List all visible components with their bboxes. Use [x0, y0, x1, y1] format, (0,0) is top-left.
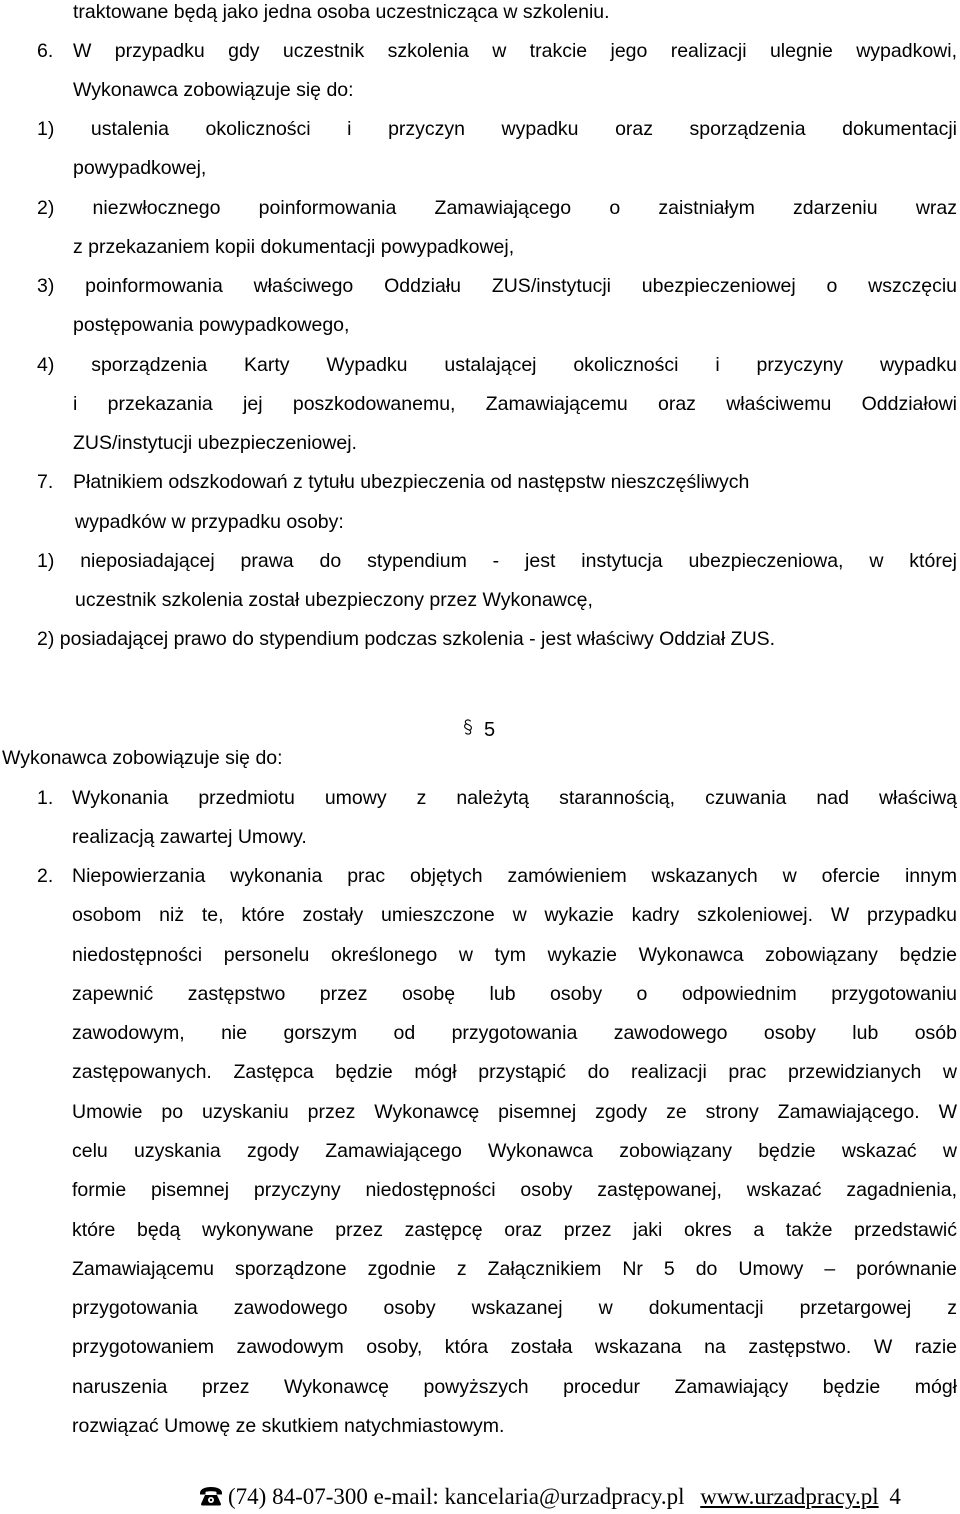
text-line: formie pisemnej przyczyny niedostępności osoby zastępowanej, wskazać zagadnienia, [72, 1179, 957, 1201]
footer-contact: (74) 84-07-300 e-mail: kancelaria@urzadpracy.pl [228, 1484, 685, 1509]
telephone-icon [198, 1486, 224, 1506]
page-footer [198, 1484, 901, 1510]
section-intro: Wykonawca zobowiązuje się do: [2, 747, 283, 769]
section-number: 5 [484, 719, 496, 741]
text-line: celu uzyskania zgody Zamawiającego Wykonawca zobowiązany będzie wskazać w [72, 1140, 957, 1162]
text-line: Umowie po uzyskaniu przez Wykonawcę pisemnej zgody ze strony Zamawiającego. W [72, 1101, 957, 1123]
text-line: naruszenia przez Wykonawcę powyższych procedur Zamawiający będzie mógł [72, 1376, 957, 1398]
text-line: 3) poinformowania właściwego Oddziału ZUS/instytucji ubezpieczeniowej o wszczęciu [37, 275, 957, 297]
text-line: wypadków w przypadku osoby: [75, 511, 344, 533]
list-number: 6. [37, 40, 54, 62]
text-line: W przypadku gdy uczestnik szkolenia w trakcie jego realizacji ulegnie wypadkowi, [73, 40, 957, 62]
text-line: Zamawiającemu sporządzone zgodnie z Załącznikiem Nr 5 do Umowy – porównanie [72, 1258, 957, 1280]
text-line: przygotowaniem zawodowym osoby, która została wskazana na zastępstwo. W razie [72, 1336, 957, 1358]
text-line: powypadkowej, [73, 157, 207, 179]
text-line: przygotowania zawodowego osoby wskazanej w dokumentacji przetargowej z [72, 1297, 957, 1319]
text-line: rozwiązać Umowę ze skutkiem natychmiastowym. [72, 1415, 505, 1437]
text-line: zawodowym, nie gorszym od przygotowania zawodowego osoby lub osób [72, 1022, 957, 1044]
text-line: realizacją zawartej Umowy. [72, 826, 307, 848]
section-sign-icon [462, 712, 478, 736]
text-line: 4) sporządzenia Karty Wypadku ustalającej okoliczności i przyczyny wypadku [37, 354, 957, 376]
text-line: zastępowanych. Zastępca będzie mógł przystąpić do realizacji prac przewidzianych w [72, 1061, 957, 1083]
text-line: osobom niż te, które zostały umieszczone w wykazie kadry szkoleniowej. W przypadku [72, 904, 957, 926]
text-line: Wykonawca zobowiązuje się do: [73, 79, 354, 101]
text-line: zapewnić zastępstwo przez osobę lub osoby o odpowiednim przygotowaniu [72, 983, 957, 1005]
list-number: 1. [37, 787, 54, 809]
text-line: 2) posiadającej prawo do stypendium podczas szkolenia - jest właściwy Oddział ZUS. [37, 628, 776, 650]
list-number: 7. [37, 471, 54, 493]
page-number: 4 [889, 1484, 901, 1509]
text-line: 2) niezwłocznego poinformowania Zamawiającego o zaistniałym zdarzeniu wraz [37, 197, 957, 219]
list-number: 2. [37, 865, 54, 887]
text-line: Wykonania przedmiotu umowy z należytą starannością, czuwania nad właściwą [72, 787, 957, 809]
website-link[interactable]: www.urzadpracy.pl [700, 1484, 879, 1509]
text-line: ZUS/instytucji ubezpieczeniowej. [73, 432, 357, 454]
text-line: uczestnik szkolenia został ubezpieczony przez Wykonawcę, [75, 589, 593, 611]
text-line: które będą wykonywane przez zastępcę oraz przez jaki okres a także przedstawić [72, 1219, 957, 1241]
text-line: Płatnikiem odszkodowań z tytułu ubezpieczenia od następstw nieszczęśliwych [73, 471, 750, 493]
text-line: Niepowierzania wykonania prac objętych zamówieniem wskazanych w ofercie innym [72, 865, 957, 887]
text-line: niedostępności personelu określonego w tym wykazie Wykonawca zobowiązany będzie [72, 944, 957, 966]
text-line: traktowane będą jako jedna osoba uczestnicząca w szkoleniu. [73, 1, 610, 23]
text-line: 1) ustalenia okoliczności i przyczyn wypadku oraz sporządzenia dokumentacji [37, 118, 957, 140]
text-line: i przekazania jej poszkodowanemu, Zamawiającemu oraz właściwemu Oddziałowi [73, 393, 957, 415]
section-heading [462, 712, 495, 742]
text-line: 1) nieposiadającej prawa do stypendium - jest instytucja ubezpieczeniowa, w której [37, 550, 957, 572]
text-line: z przekazaniem kopii dokumentacji powypadkowej, [73, 236, 515, 258]
text-line: postępowania powypadkowego, [73, 314, 350, 336]
